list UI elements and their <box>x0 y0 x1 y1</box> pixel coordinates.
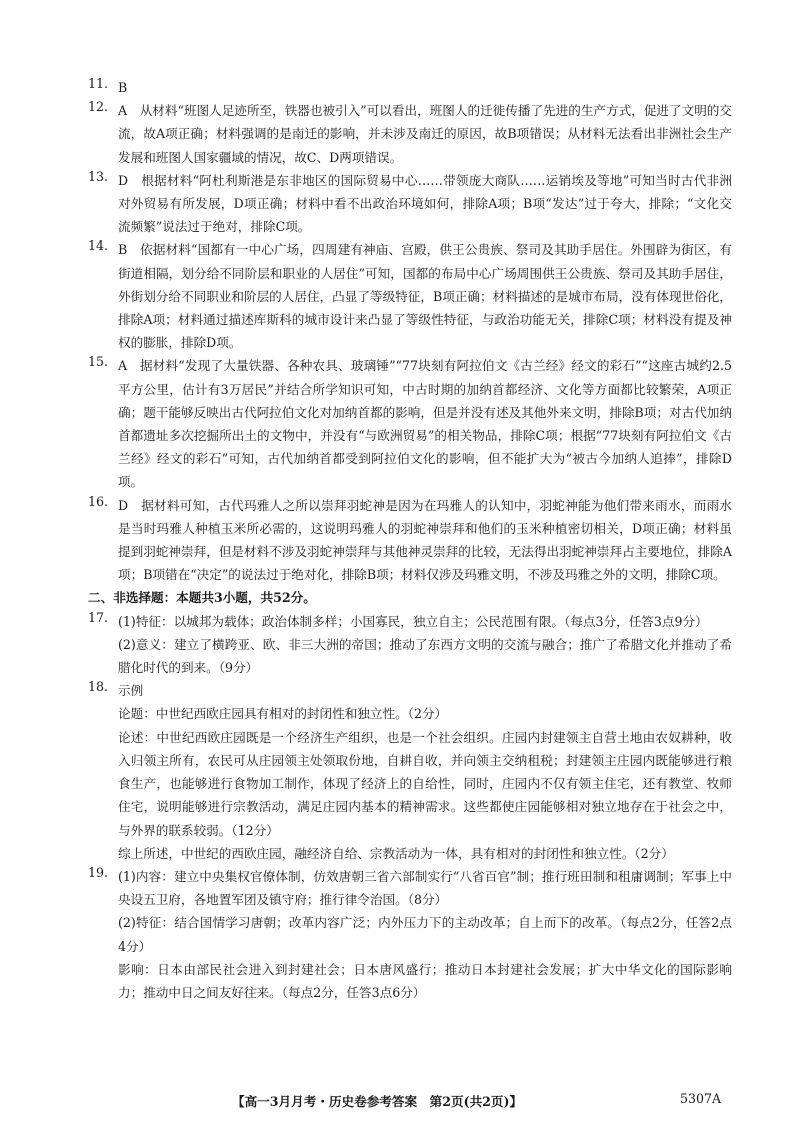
answer-body <box>118 679 732 865</box>
answer-part-2: (2)意义：建立了横跨亚、欧、非三大洲的帝国；推动了东西方文明的交流与融合；推广了希腊文化并推动了希腊化时代的到来。（9分） <box>118 636 732 676</box>
influence-text: 影响：日本由部民社会进入到封建社会；日本唐风盛行；推动日本封建社会发展；扩大中华文化的国际影响力；推动中日之间友好往来。（每点2分，任答3点6分） <box>118 961 732 1000</box>
answer-item-16 <box>88 494 732 587</box>
question-number: 11. <box>88 76 109 91</box>
answer-part-1: (1)内容：建立中央集权官僚体制，仿效唐朝三省六部制实行“八省百官”制；推行班田制和租庸调制；军事上中央设五卫府，各地置军团及镇守府；推行律令治国。（8分） <box>118 868 732 908</box>
thesis-text: 论题：中世纪西欧庄园具有相对的封闭性和独立性。（2分） <box>118 706 448 722</box>
question-number: 19. <box>88 864 109 880</box>
example-label: 示例 <box>118 683 144 699</box>
footer-code: 5307A <box>680 1091 722 1106</box>
answer-text: B <box>118 80 128 95</box>
answer-item-11 <box>88 76 732 99</box>
answer-item-17 <box>88 610 732 680</box>
answer-item-15 <box>88 354 732 493</box>
question-number: 17. <box>88 609 109 625</box>
answer-item-19 <box>88 865 732 1004</box>
section-heading: 二、非选择题：本题共3小题，共52分。 <box>88 590 316 606</box>
answer-part-1: (1)特征：以城邦为载体；政治体制多样；小国寡民，独立自主；公民范围有限。（每点3分，任答3点9分） <box>118 613 708 629</box>
answer-item-13 <box>88 169 732 239</box>
answer-text: D 据材料可知，古代玛雅人之所以崇拜羽蛇神是因为在玛雅人的认知中，羽蛇神能为他们带来雨水，而雨水是当时玛雅人种植玉米所必需的，这说明玛雅人的羽蛇神崇拜和他们的玉米种植密切相关，D项正确；材料虽提到羽蛇神崇拜，但是材料不涉及羽蛇神崇拜与其他神灵崇拜的比较，无法得出羽蛇神崇拜占主要地位，排除A项；B项错在“决定”的说法过于绝对化，排除B项；材料仅涉及玛雅文明，不涉及玛雅之外的文明，排除C项。 <box>118 497 732 583</box>
question-number: 14. <box>88 238 109 254</box>
answer-item-14 <box>88 238 732 354</box>
answer-text: B 依据材料“国都有一中心广场，四周建有神庙、宫殿，供王公贵族、祭司及其助手居住。外围辟为街区，有街道相隔，划分给不同阶层和职业的人居住”可知，国都的布局中心广场周围供王公贵族、祭司及其助手居住，外街划分给不同职业和阶层的人居住，凸显了等级特征，B项正确；材料描述的是城市布局，没有体现世俗化，排除A项；材料通过描述库斯科的城市设计来凸显了等级性特征，与政治功能无关，排除C项；材料没有提及神权的膨胀，排除D项。 <box>118 242 732 351</box>
question-number: 15. <box>88 354 109 370</box>
answer-body <box>118 610 732 680</box>
answer-item-12 <box>88 99 732 169</box>
conclusion-text: 综上所述，中世纪的西欧庄园，融经济自给、宗教活动为一体，具有相对的封闭性和独立性。（2分） <box>118 845 674 861</box>
answer-text: A 从材料“班图人足迹所至，铁器也被引入”可以看出，班图人的迁徙传播了先进的生产方式，促进了文明的交流，故A项正确；材料强调的是南迁的影响，并未涉及南迁的原因，故B项错误；从材料无法看出非洲社会生产发展和班图人国家疆域的情况，故C、D两项错误。 <box>118 103 732 165</box>
answer-text: A 据材料“发现了大量铁器、各种农具、玻璃锤”“77块刻有阿拉伯文《古兰经》经文的彩石”“这座古城约2.5平方公里，估计有3万居民”并结合所学知识可知，中古时期的加纳首都经济、文化等方面都比较繁荣，A项正确；题干能够反映出古代阿拉伯文化对加纳首都的影响，但是并没有述及其他外来文明，排除B项；对古代加纳首都遗址多次挖掘所出土的文物中，并没有“与欧洲贸易”的相关物品，排除C项；根据“77块刻有阿拉伯文《古兰经》经文的彩石”可知，古代加纳首都受到阿拉伯文化的影响，但不能扩大为“被古今加纳人追捧”，排除D项。 <box>118 358 732 490</box>
question-number: 16. <box>88 493 109 509</box>
answer-key-page <box>88 76 732 1004</box>
question-number: 18. <box>88 679 109 695</box>
footer-title: 【高一3月月考・历史卷参考答案 第2页(共2页)】 <box>232 1094 523 1109</box>
answer-part-2: (2)特征：结合国情学习唐朝；改革内容广泛；内外压力下的主动改革；自上而下的改革。（每点2分，任答2点4分） <box>118 915 732 954</box>
question-number: 13. <box>88 168 109 184</box>
answer-text: D 根据材料“阿杜利斯港是东非地区的国际贸易中心……带领庞大商队……运销埃及等地”可知当时古代非洲对外贸易有所发展，D项正确；材料中看不出政治环境如何，排除A项；B项“发达”过于夸大，排除；“文化交流频繁”说法过于绝对，排除C项。 <box>118 172 732 235</box>
page-footer <box>0 1091 800 1111</box>
answer-item-18 <box>88 679 732 865</box>
question-number: 12. <box>88 99 109 115</box>
argument-text: 论述：中世纪西欧庄园既是一个经济生产组织，也是一个社会组织。庄园内封建领主自营土地由农奴耕种，收入归领主所有，农民可从庄园领主处领取份地，自耕自收，并向领主交纳租税；封建领主庄园内既能够进行粮食生产，也能够进行食物加工制作，体现了经济上的自给性，同时，庄园内不仅有领主住宅，还有教堂、牧师住宅，说明能够进行宗教活动，满足庄园内基本的精神需求。这些都使庄园能够相对独立地存在于社会之中，与外界的联系较弱。（12分） <box>118 729 732 838</box>
answer-body <box>118 865 732 1004</box>
